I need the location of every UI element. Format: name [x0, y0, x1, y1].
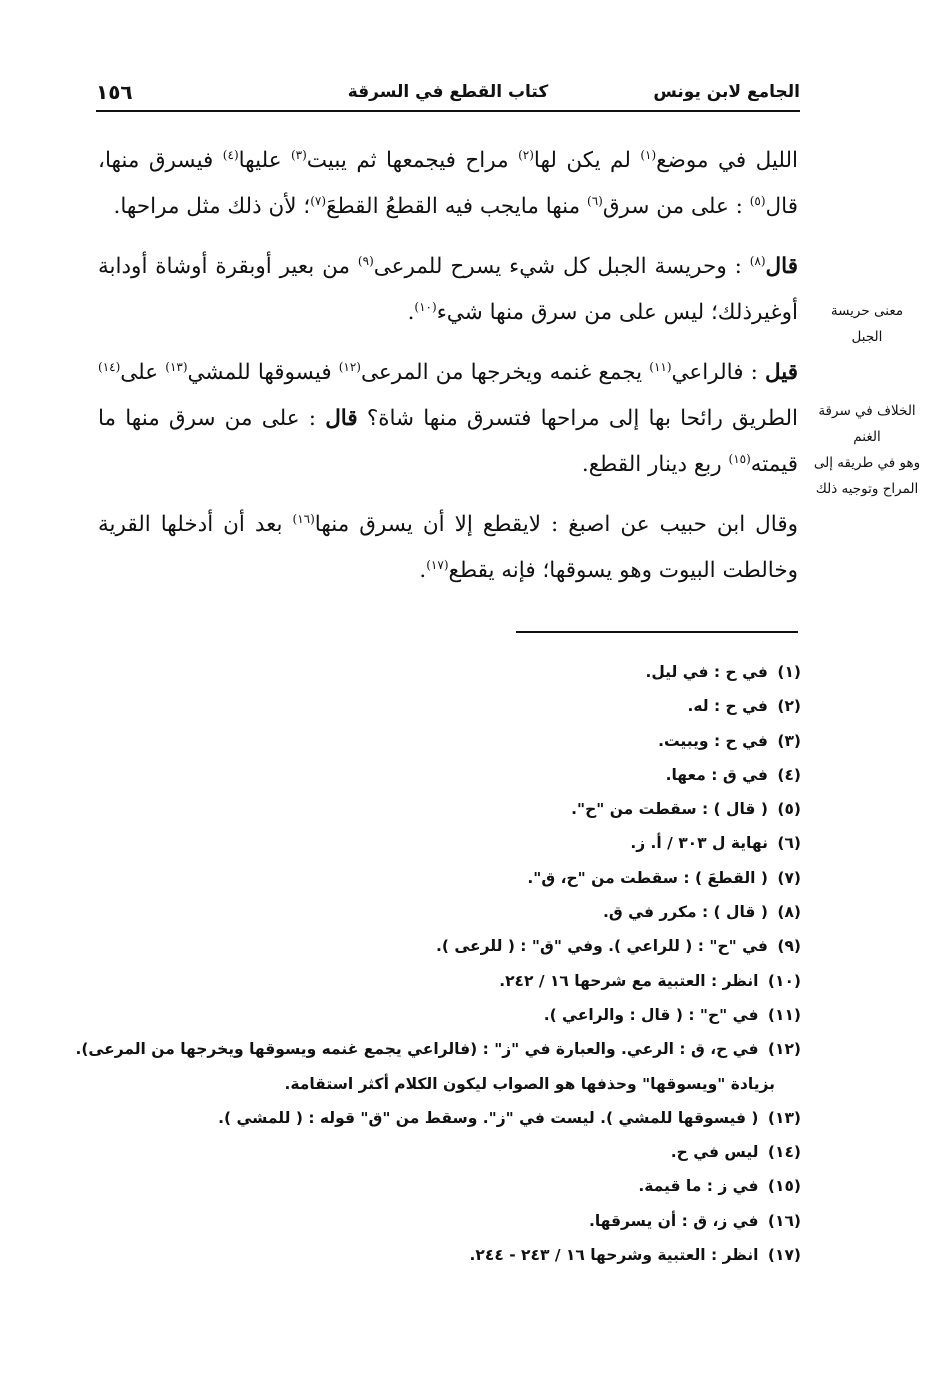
text-run: الليل في موضع: [656, 148, 798, 173]
text-run: : وحريسة الجبل كل شيء يسرح للمرعى: [373, 254, 750, 279]
text-run: نهاية ل ٣٠٣ / أ. ز.: [630, 834, 768, 853]
text-run: يجمع غنمه ويخرجها من المرعى: [360, 360, 650, 385]
text-run: (١٠): [767, 971, 801, 990]
text-run: ؛ لأن ذلك مثل مراحها.: [113, 194, 311, 219]
footnote-continuation: بزيادة "ويسوقها" وحذفها هو الصواب ليكون الكلام أكثر استقامة.: [284, 1074, 775, 1093]
text-run: (٦): [777, 834, 801, 853]
footnote: [96, 758, 801, 792]
footnote-separator: [516, 631, 798, 633]
text-run: لم يكن لها: [533, 148, 641, 173]
text-run: انظر : العتبية وشرحها ١٦ / ٢٤٣ - ٢٤٤.: [469, 1246, 759, 1265]
paragraph-4: [98, 502, 798, 594]
text-run: : على من سرق: [602, 194, 750, 219]
main-text: [98, 138, 798, 608]
text-run: ليس في ح.: [670, 1143, 759, 1162]
text-run: انظر : العتبية مع شرحها ١٦ / ٢٤٢.: [499, 971, 759, 990]
footnote-ref: (٩): [357, 253, 374, 268]
footnote-ref: (١): [640, 147, 657, 162]
text-run: (١): [777, 663, 801, 681]
text-run: (٩): [777, 937, 801, 956]
text-run: (١٦): [767, 1211, 801, 1230]
running-header: [96, 80, 800, 110]
footnote: [96, 689, 801, 723]
text-run: (١٧): [767, 1246, 801, 1265]
text-run: (١٢): [767, 1040, 801, 1059]
footnote-ref: (١٣): [165, 359, 188, 374]
footnote: [96, 1238, 801, 1272]
text-run: في ق : معها.: [665, 765, 768, 784]
book-title: الجامع لابن يونس: [653, 82, 800, 102]
text-run: قال: [765, 254, 798, 279]
header-rule: [96, 110, 800, 112]
text-run: ( قال ) : مكرر في ق.: [603, 903, 768, 922]
page-number: ١٥٦: [96, 80, 133, 104]
footnote: [96, 964, 801, 998]
text-run: (٢): [777, 697, 801, 716]
footnote: [96, 998, 801, 1032]
footnote: [96, 1204, 801, 1238]
chapter-title: كتاب القطع في السرقة: [347, 82, 549, 102]
text-run: (٥): [777, 800, 801, 819]
footnote-ref: (١٥): [728, 451, 751, 466]
text-run: مراح فيجمعها ثم يبيت: [306, 148, 519, 173]
text-run: بعد أن أدخلها القرية وخالطت البيوت وهو يسوقها؛ فإنه يقطع: [98, 512, 798, 583]
text-run: في "ح" : ( قال : والراعي ).: [543, 1005, 759, 1024]
footnote: [96, 1101, 801, 1135]
text-run: فيسرق منها، قال: [98, 148, 798, 219]
footnote: [96, 792, 801, 826]
text-run: وقال ابن حبيب عن اصبغ : لايقطع إلا أن يسرق منها: [314, 512, 798, 537]
text-run: ( القطعَ ) : سقطت من "ح، ق".: [527, 868, 768, 887]
text-run: (٤): [777, 765, 801, 784]
footnote-ref: (٣): [290, 147, 307, 162]
footnote: [75, 1032, 801, 1066]
text-run: (٨): [777, 903, 801, 922]
text-run: : على من سرق منها ما قيمته: [98, 406, 798, 477]
text-run: في ح : ويبيت.: [658, 731, 768, 750]
text-run: (١٥): [767, 1177, 801, 1196]
text-run: ( فيسوقها للمشي ). ليست في "ز". وسقط من "ق" قوله : ( للمشي ).: [218, 1108, 759, 1127]
footnote-ref: (٨): [749, 253, 766, 268]
text-run: : فالراعي: [671, 360, 765, 385]
margin-note-harisa: معنى حريسة الجبل: [830, 303, 904, 345]
text-run: في ح : له.: [687, 697, 768, 716]
footnote: [96, 929, 801, 963]
text-run: (٣): [777, 731, 801, 750]
text-run: فيسوقها للمشي: [187, 360, 339, 385]
paragraph-1: [98, 138, 798, 230]
text-run: (١١): [767, 1005, 801, 1024]
text-run: من بعير أوبقرة أوشاة أودابة أوغيرذلك؛ ليس على من سرق منها شيء: [98, 254, 798, 325]
footnote-ref: (٧): [310, 193, 327, 208]
footnote: [96, 724, 801, 758]
text-run: .: [419, 558, 427, 583]
text-run: (١٣): [767, 1108, 801, 1127]
text-run: في ح : في ليل.: [645, 663, 768, 681]
footnote-ref: (١٤): [98, 359, 121, 374]
footnote: [96, 861, 801, 895]
text-run: قال: [325, 406, 358, 431]
text-run: الطريق رائحا بها إلى مراحها فتسرق منها شاة؟: [357, 406, 798, 431]
text-run: ربع دينار القطع.: [581, 452, 729, 477]
footnote: [96, 826, 801, 860]
footnotes: [75, 655, 801, 1272]
footnote-ref: (١٦): [292, 511, 315, 526]
text-run: (٧): [777, 868, 801, 887]
footnote: [96, 895, 801, 929]
footnote-ref: (٢): [518, 147, 534, 162]
footnote: [96, 655, 801, 689]
footnote-ref: (١٠): [414, 299, 437, 314]
paragraph-3: [98, 350, 798, 488]
footnote: [96, 1169, 801, 1203]
text-run: ( قال ) : سقطت من "ح".: [571, 800, 768, 819]
text-run: (١٤): [767, 1143, 801, 1162]
text-run: في "ح" : ( للراعي ). وفي "ق" : ( للرعى ).: [436, 937, 768, 956]
text-run: عليها: [238, 148, 291, 173]
footnote-ref: (٤): [222, 147, 239, 162]
text-run: في ز، ق : أن يسرقها.: [588, 1211, 759, 1230]
footnote-ref: (٦): [587, 193, 603, 208]
text-run: .: [407, 300, 415, 325]
footnote: [96, 1135, 801, 1169]
paragraph-2: [98, 244, 798, 336]
text-run: في ز : ما قيمة.: [638, 1177, 759, 1196]
text-run: قيل: [764, 360, 798, 385]
footnote-ref: (١٧): [426, 557, 449, 572]
margin-note-shepherd: الخلاف في سرقة الغنم وهو في طريقه إلى المراح وتوجيه ذلك: [813, 403, 921, 497]
text-run: على: [120, 360, 166, 385]
footnote-ref: (١٢): [338, 359, 361, 374]
text-run: منها مايجب فيه القطعُ القطعَ: [326, 194, 587, 219]
text-run: في ح، ق : الرعي. والعبارة في "ز" : (فالراعي يجمع غنمه ويسوقها ويخرجها من المرعى).: [75, 1040, 759, 1059]
footnote-ref: (٥): [749, 193, 766, 208]
footnote-ref: (١١): [649, 359, 672, 374]
